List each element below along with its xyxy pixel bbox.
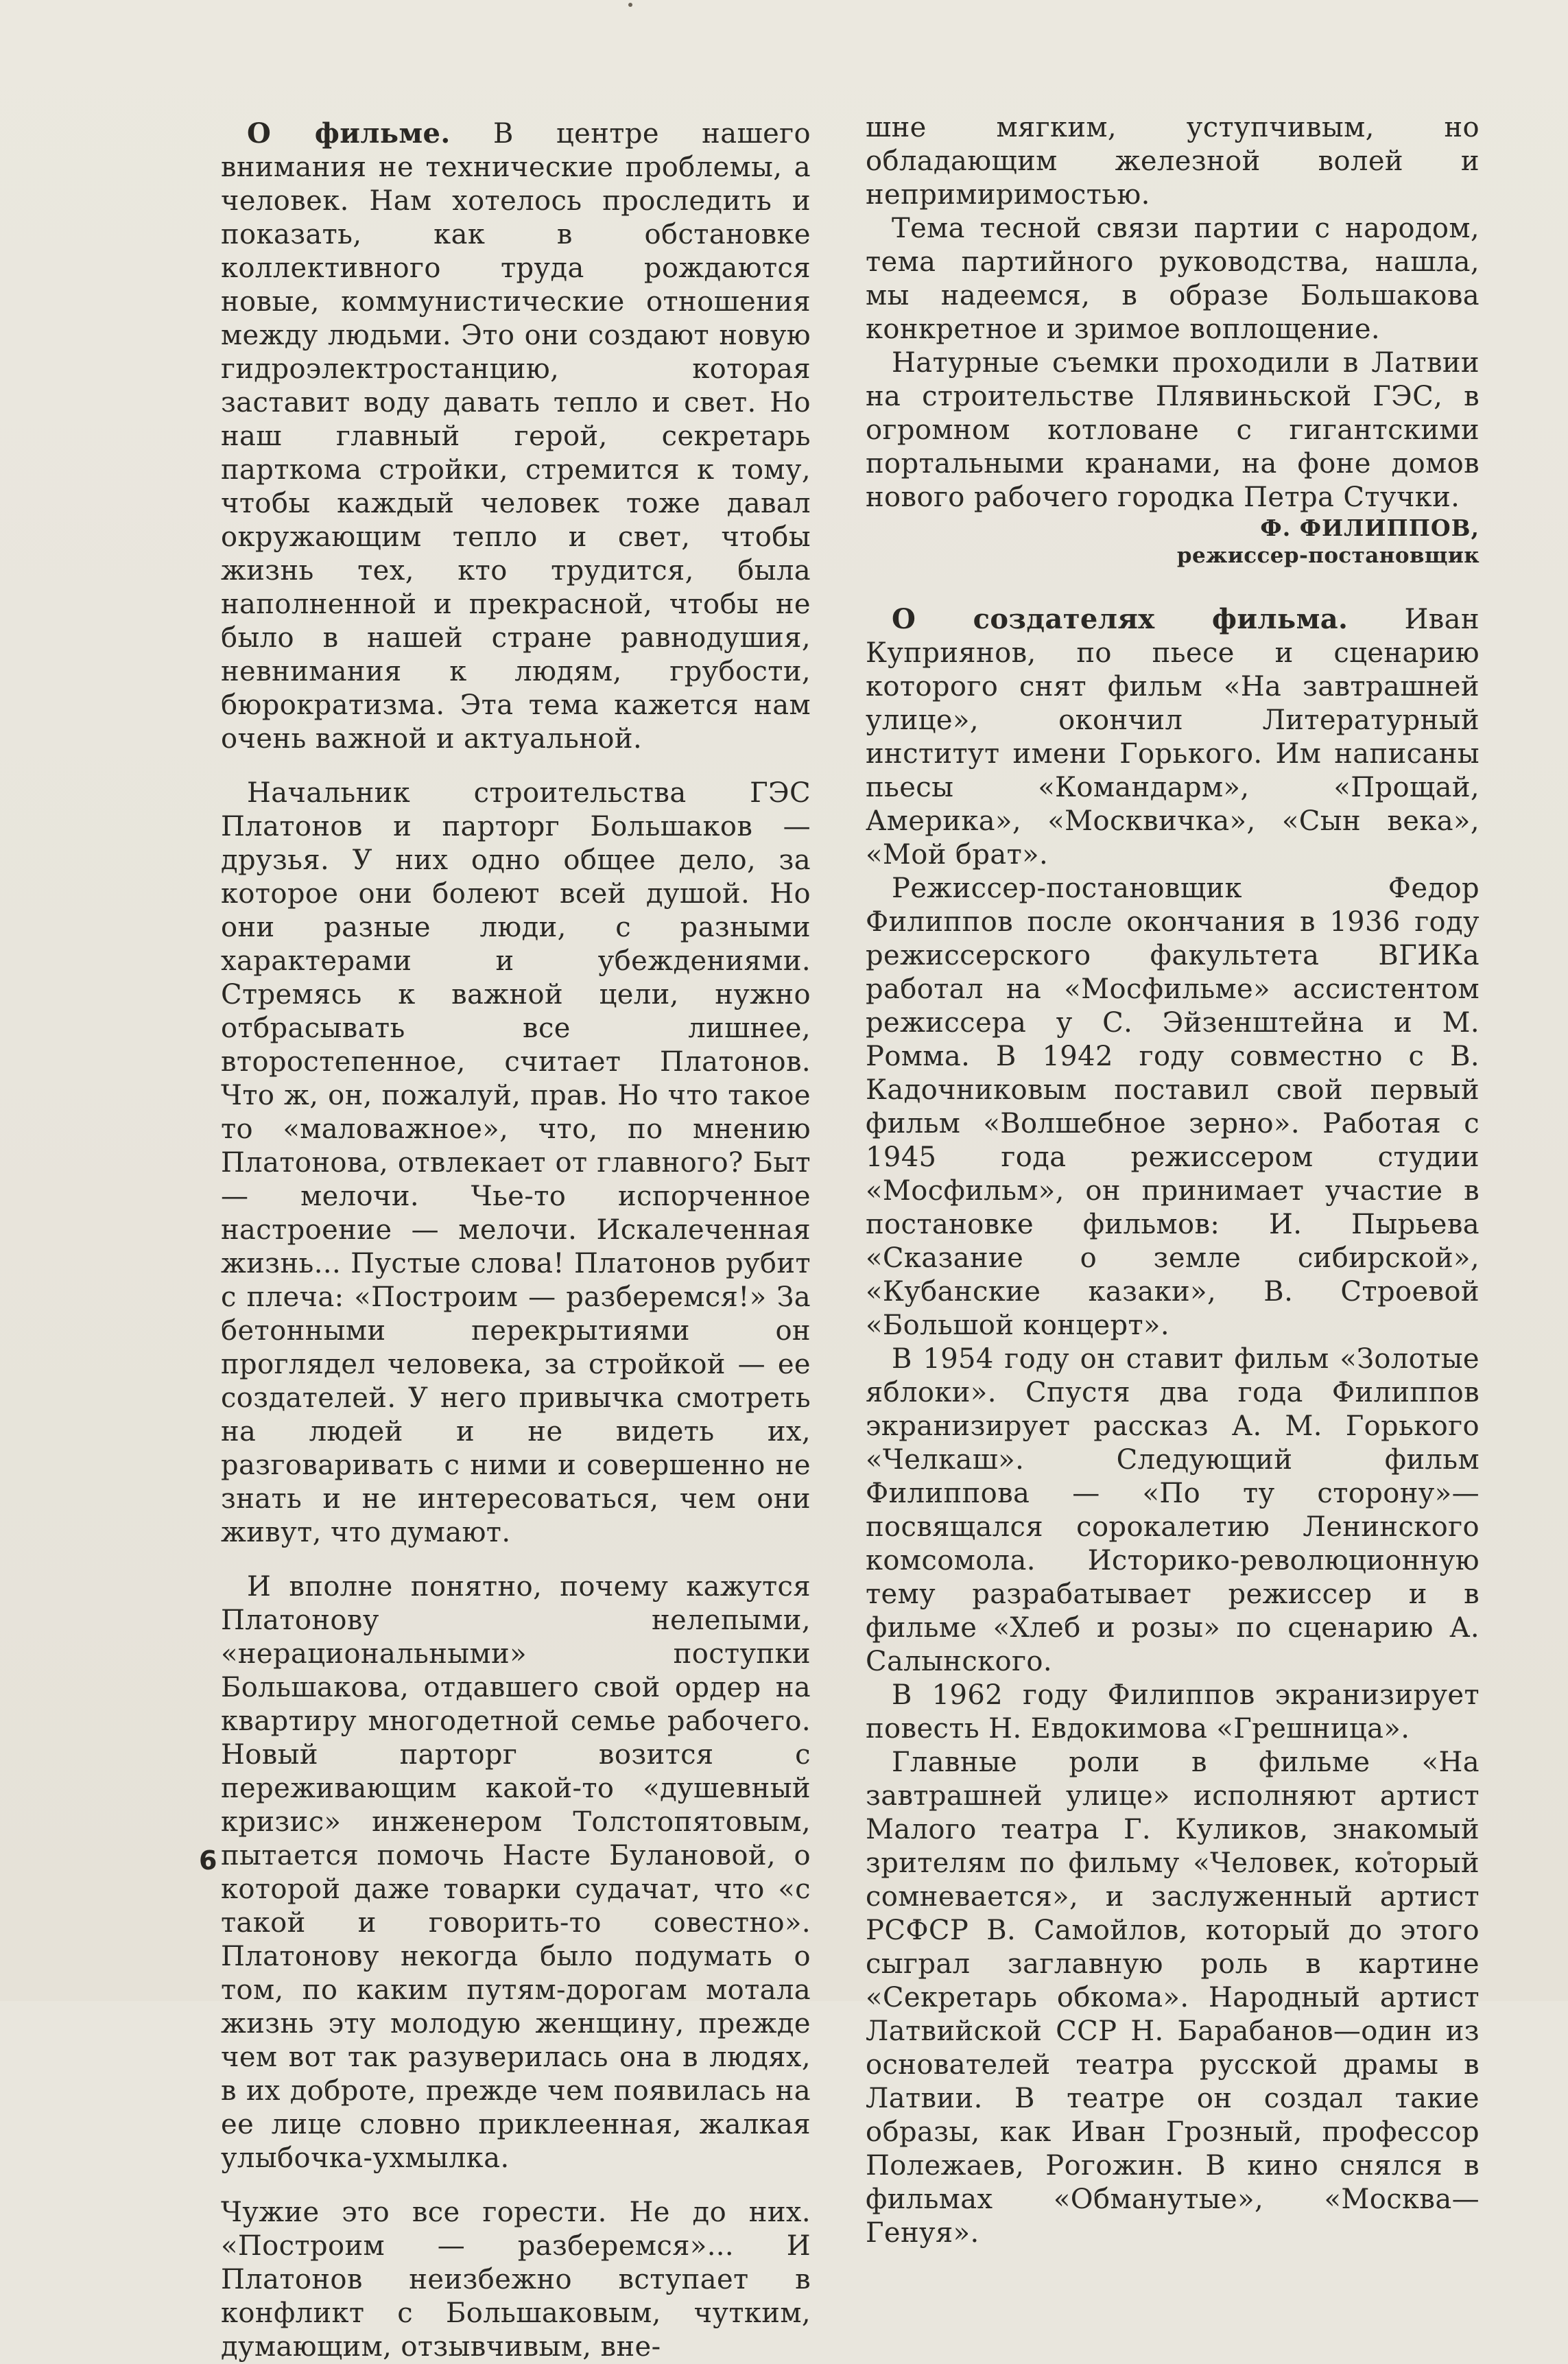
- sinner-paragraph: В 1962 году Филиппов экранизирует повесть Н. Евдокимова «Грешница».: [866, 1679, 1480, 1745]
- right-column: [866, 111, 1480, 2250]
- author-role: режиссер-постановщик: [1176, 543, 1480, 568]
- director-paragraph: Режиссер-постановщик Федор Филиппов после окончания в 1936 году режиссерского факультета ВГИКа работал на «Мосфильме» ассистентом режиссера у С. Эйзенштейна и М. Ромма. В 1942 году совместно с В. Кадочниковым поставил свой первый фильм «Волшебное зерно». Работая с 1945 года режиссером студии «Мосфильм», он принимает участие в постановке фильмов: И. Пырьева «Сказание о земле сибирской», «Кубанские казаки», В. Строевой «Большой концерт».: [866, 873, 1480, 1341]
- party-theme-paragraph: Тема тесной связи партии с народом, тема партийного руководства, нашла, мы надеемся, в образе Большакова конкретное и зримое воплощение.: [866, 213, 1480, 345]
- conflict-paragraph: Чужие это все горести. Не до них. «Построим — разберемся»... И Платонов неизбежно вступает в конфликт с Большаковым, чутким, думающим, отзывчивым, вне-: [221, 2197, 811, 2363]
- platonov-bolshakov-paragraph: Начальник строительства ГЭС Платонов и парторг Большаков — друзья. У них одно общее дело, за которое они болеют всей душой. Но они разные люди, с разными характерами и убеждениями. Стремясь к важной цели, нужно отбрасывать все лишнее, второстепенное, считает Платонов. Что ж, он, пожалуй, прав. Но что такое то «маловажное», что, по мнению Платонова, отвлекает от главного? Быт — мелочи. Чье-то испорченное настроение — мелочи. Искалеченная жизнь... Пустые слова! Платонов рубит с плеча: «Построим — разберемся!» За бетонными перекрытиями он проглядел человека, за стройкой — ее создателей. У него привычка смотреть на людей и не видеть их, разговаривать с ними и совершенно не знать и не интересоваться, чем они живут, что думают.: [221, 777, 811, 1548]
- left-column: [221, 117, 811, 2364]
- about-film-paragraph: [221, 117, 811, 756]
- page-number: 6: [199, 1845, 217, 1876]
- creators-text: Иван Куприянов, по пьесе и сценарию которого снят фильм «На завтрашней улице», окончил Литературный институт имени Горького. Им написаны пьесы «Командарм», «Прощай, Америка», «Москвичка», «Сын века», «Мой брат».: [866, 604, 1480, 871]
- bolshakov-actions-paragraph: И вполне понятно, почему кажутся Платонову нелепыми, «нерациональными» поступки Большакова, отдавшего свой ордер на квартиру многодетной семье рабочего. Новый парторг возится с переживающим какой-то «душевный кризис» инженером Толстопятовым, пытается помочь Насте Булановой, о которой даже товарки судачат, что «с такой и говорить-то совестно». Платонову некогда было подумать о том, по каким путям-дорогам мотала жизнь эту молодую женщину, прежде чем вот так разуверилась она в людях, в их доброте, прежде чем появилась на ее лице словно приклеенная, жалкая улыбочка-ухмылка.: [221, 1571, 811, 2174]
- about-film-text: В центре нашего внимания не технические проблемы, а человек. Нам хотелось проследить и показать, как в обстановке коллективного труда рождаются новые, коммунистические отношения между людьми. Это они создают новую гидроэлектростанцию, которая заставит воду давать тепло и свет. Но наш главный герой, секретарь парткома стройки, стремится к тому, чтобы каждый человек тоже давал окружающим тепло и свет, чтобы жизнь тех, кто трудится, была наполненной и прекрасной, чтобы не было в нашей стране равнодушия, невнимания к людям, грубости, бюрократизма. Эта тема кажется нам очень важной и актуальной.: [221, 118, 811, 755]
- location-paragraph: Натурные съемки проходили в Латвии на строительстве Плявиньской ГЭС, в огромном котловане с гигантскими портальными кранами, на фоне домов нового рабочего городка Петра Стучки.: [866, 347, 1480, 513]
- continued-paragraph: шне мягким, уступчивым, но обладающим железной волей и непримиримостью.: [866, 112, 1480, 211]
- print-speck: [628, 3, 632, 7]
- author-signature: Ф. ФИЛИППОВ,: [1260, 515, 1480, 541]
- creators-paragraph: [866, 602, 1480, 872]
- filmography-paragraph: В 1954 году он ставит фильм «Золотые яблоки». Спустя два года Филиппов экранизирует рассказ А. М. Горького «Челкаш». Следующий фильм Филиппова — «По ту сторону»—посвящался сорокалетию Ленинского комсомола. Историко-революционную тему разрабатывает режиссер и в фильме «Хлеб и розы» по сценарию А. Салынского.: [866, 1343, 1480, 1677]
- about-film-heading: О фильме.: [247, 117, 451, 150]
- cast-paragraph: Главные роли в фильме «На завтрашней улице» исполняют артист Малого театра Г. Куликов, знакомый зрителям по фильму «Человек, который сомневается», и заслуженный артист РСФСР В. Самойлов, который до этого сыграл заглавную роль в картине «Секретарь обкома». Народный артист Латвийской ССР Н. Барабанов—один из основателей театра русской драмы в Латвии. В театре он создал такие образы, как Иван Грозный, профессор Полежаев, Рогожин. В кино снялся в фильмах «Обманутые», «Москва—Генуя».: [866, 1747, 1480, 2249]
- creators-heading: О создателях фильма.: [892, 603, 1349, 635]
